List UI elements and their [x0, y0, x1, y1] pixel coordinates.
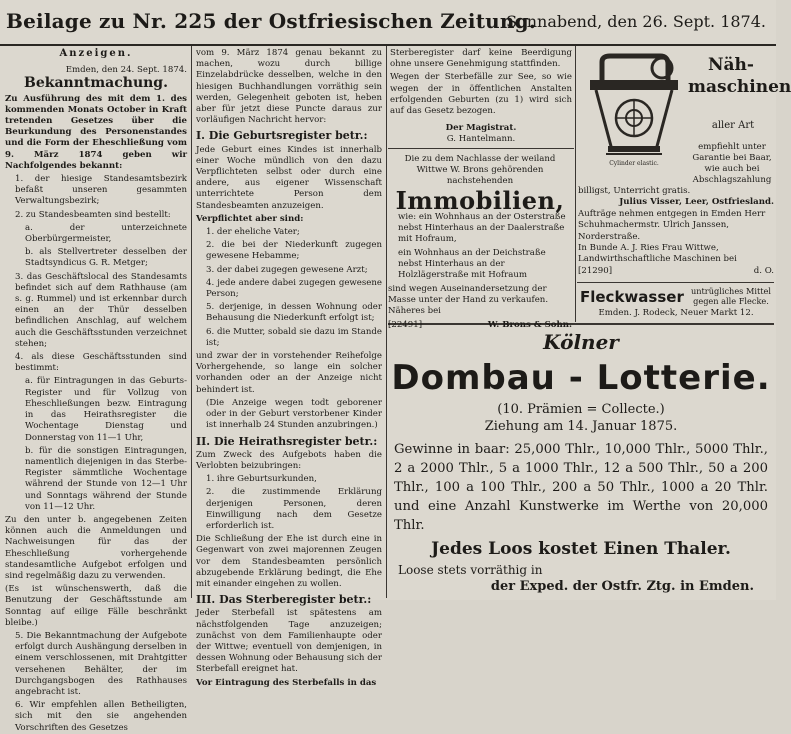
fleckwasser-title: Fleckwasser [580, 288, 684, 306]
announcement-item: 3. das Geschäftslocal des Standesamts befindet sich auf dem Rathhause (am s. g. Rummel) und ist erkennbar durch einen an der Thür desselben befindlichen Anschlag, auf welchem auch die Geschäftsstunden verzeichnet stehen; [15, 271, 187, 349]
lottery-prizes: Gewinne in baar: 25,000 Thlr., 10,000 Thlr., 5000 Thlr., 2 a 2000 Thlr., 5 a 1000 Thlr., 12 a 500 Thlr., 50 a 200 Thlr., 100 a 100 Thlr., 200 a 50 Thlr., 1000 a 20 Thlr. und eine Anzahl Kunstwerke im Werthe von 20,000 Thlr. [394, 442, 768, 533]
announcement-item: 5. Die Bekanntmachung der Aufgebote erfolgt durch Aushängung derselben in einem verschlossenen, mit Drahtgitter versehenen Behälter, der im Durchgangsbogen des Rathhauses angebracht ist. [15, 630, 187, 697]
immobilien-ad [388, 150, 572, 330]
announcement-item: Zu den unter b. angegebenen Zeiten können auch die Anmeldungen und Nachweisungen für das der Eheschließung vorhergehende standesamtliche Aufgebot erfolgen und sind regelmäßig dazu zu verwenden. [5, 514, 187, 581]
immo-item: ein Wohnhaus an der Deichstraße nebst Hinterhaus an der Holzlägerstraße mit Hofraum [398, 248, 546, 280]
column-text: Sterberegister darf keine Beerdigung ohne unsere Genehmigung stattfinden. [390, 48, 572, 70]
announcement-item: 6. Wir empfehlen allen Betheiligten, sich mit den sie angehenden Vorschriften des Gesetzes [15, 700, 187, 733]
signature-magistrat: Der Magistrat. [445, 123, 517, 134]
section-heading: I. Die Geburtsregister betr.: [196, 129, 368, 143]
column-rule [191, 46, 192, 598]
place-date: Emden, den 24. Sept. 1874. [65, 65, 187, 76]
column-text: vom 9. März 1874 genau bekannt zu machen, wozu durch billige Einzelabdrücke desselben, welche in den hiesigen Buchhandlungen vorräthig sein werden, Gelegenheit geboten ist, heben aber für jetzt diese Puncte daraus zur vorläufigen Nachricht hervor: [196, 48, 382, 126]
column-2 [196, 48, 382, 688]
section-heading: III. Das Sterberegister betr.: [196, 593, 372, 607]
sewing-machine-illustration [582, 50, 686, 168]
list-item: 5. derjenige, in dessen Wohnung oder Behausung die Niederkunft erfolgt ist; [206, 302, 382, 324]
lottery-top: Kölner [543, 330, 619, 354]
immo-outro: sind wegen Auseinandersetzung der Masse unter der Hand zu verkaufen. Näheres bei [388, 284, 549, 316]
sewing-description: empfiehlt unter Garantie bei Baar, wie auch bei Abschlagszahlung [692, 142, 772, 185]
announcement-item: b. als Stellvertreter desselben der Stadtsyndicus G. R. Metger; [25, 247, 187, 269]
announcement-intro: Zu Ausführung des mit dem 1. des kommenden Monats October in Kraft tretenden Gesetzes über die Beurkundung des Personenstandes und die Form der Eheschließung vom 9. März 1874 geben wir Nachfolgendes bekannt: [5, 93, 187, 171]
ad-rule [388, 148, 574, 149]
immo-intro: Die zu dem Nachlasse der weiland Wittwe W. Brons gehörenden nachstehenden [404, 154, 556, 186]
list-item: 1. der eheliche Vater; [206, 227, 300, 238]
column-text: Jeder Sterbefall ist spätestens am nächstfolgenden Tage anzuzeigen; zunächst von dem Familienhaupte oder der Wittwe; eventuell von demjenigen, in dessen Wohnung oder Behausung sich der Sterbefall ereignet hat. [196, 608, 382, 675]
sewing-caption: Cylinder elastic. [609, 160, 659, 167]
lottery-title: Dombau - Lotterie. [391, 358, 771, 398]
masthead-date: Sonnabend, den 26. Sept. 1874. [506, 12, 766, 31]
lottery-slogan: Jedes Loos kostet Einen Thaler. [431, 539, 731, 559]
column-text: Jede Geburt eines Kindes ist innerhalb einer Woche mündlich von den dazu Verpflichteten selbst oder durch eine andere, aus eigener Wissenschaft unterrichtete Person dem Standesbeamten anzuzeigen. [196, 144, 382, 211]
masthead [0, 0, 776, 46]
announcement-item: a. für Eintragungen in das Geburts-Register und für Vollzug von Eheschließungen bezw. Eintragung in das Heirathsregister die Wochentage Dienstag und Donnerstag von 11—1 Uhr, [25, 376, 187, 443]
announcement-item: a. der unterzeichnete Oberbürgermeister, [25, 222, 187, 245]
sewing-line: billigst, Unterricht gratis. [578, 186, 691, 196]
ad-rule [577, 282, 774, 283]
lottery-draw: Ziehung am 14. Januar 1875. [484, 419, 678, 434]
list-item: 2. die bei der Niederkunft zugegen gewesene Hebamme; [206, 240, 382, 262]
immo-title: Immobilien, [395, 186, 565, 215]
column-text: Zum Zweck des Aufgebots haben die Verlobten beizubringen: [196, 449, 382, 471]
masthead-title: Beilage zu Nr. 225 der Ostfriesischen Zeitung. [6, 9, 536, 33]
lottery-foot: Loose stets vorräthig in [398, 563, 543, 577]
announcement-item: b. für die sonstigen Eintragungen, namentlich diejenigen in das Sterbe-Register sämmtliche Wochentage während der Stunde von 12—1 Uhr und Sonntags während der Stunde von 11—12 Uhr. [25, 445, 187, 512]
signature-name: G. Hantelmann. [446, 134, 516, 145]
ad-number: [22491] [388, 320, 423, 330]
sewing-machine-ad [578, 48, 791, 280]
column-note: (Die Anzeige wegen todt geborener oder in der Geburt verstorbener Kinder ist innerhalb 24 Stunden anzubringen.) [206, 397, 382, 431]
section-heading: II. Die Heirathsregister betr.: [196, 434, 378, 448]
lottery-ad [388, 326, 774, 598]
announcement-heading: Bekanntmachung. [24, 75, 168, 92]
announcement-item: 1. der hiesige Standesamtsbezirk befaßt unseren gesammten Verwaltungsbezirk; [15, 174, 187, 207]
list-item: 3. der dabei zugegen gewesene Arzt; [206, 264, 368, 275]
fleckwasser-ad [578, 284, 774, 324]
column-text: Vor Eintragung des Sterbefalls in das [196, 677, 377, 688]
column-1 [5, 48, 187, 733]
sewing-title: Näh-maschinen [688, 55, 791, 97]
announcement-item: 2. zu Standesbeamten sind bestellt: [15, 209, 171, 220]
column-text: Verpflichtet aber sind: [196, 213, 304, 224]
column-3 [390, 48, 572, 146]
list-item: 4. jede andere dabei zugegen gewesene Person; [206, 277, 382, 300]
fleckwasser-address: Emden. J. Rodeck, Neuer Markt 12. [598, 308, 754, 318]
lottery-sub: (10. Prämien = Collecte.) [497, 402, 665, 417]
list-item: 2. die zustimmende Erklärung derjenigen Personen, deren Einwilligung nach dem Gesetze erforderlich ist. [206, 487, 382, 531]
sewing-sig: d. O. [753, 265, 774, 276]
announcement-item: 4. als diese Geschäftsstunden sind bestimmt: [15, 352, 187, 374]
immo-signature: W. Brons & Sohn. [487, 320, 572, 330]
sewing-line: In Bunde A. J. Ries Frau Wittwe, Landwirthschaftliche Maschinen bei [578, 243, 737, 265]
list-item: 6. die Mutter, sobald sie dazu im Stande ist; [206, 326, 382, 348]
sewing-subtitle: aller Art [711, 120, 755, 131]
sewing-line: Aufträge nehmen entgegen in Emden Herr Schuhmachermstr. Ulrich Janssen, Norderstraße. [578, 208, 766, 242]
lottery-foot: der Exped. der Ostfr. Ztg. in Emden. [490, 579, 754, 594]
announcement-item: (Es ist wünschenswerth, daß die Benutzung der Geschäftsstunde am Sonntag auf eilige Fälle beschränkt bleibe.) [5, 584, 187, 628]
column-text: und zwar der in vorstehender Reihefolge Vorhergehende, so lange ein solcher vorhanden oder an der Anzeige nicht behindert ist. [196, 351, 382, 395]
ad-number: [21290] [578, 265, 613, 276]
column-rule [386, 46, 387, 598]
column-text: Die Schließung der Ehe ist durch eine in Gegenwart von zwei majorennen Zeugen vor dem Standesbeamten persönlich abzugebende Erklärung bedingt, die Ehe mit einander eingehen zu wollen. [196, 534, 382, 589]
column-text: Wegen der Sterbefälle zur See, so wie wegen der in öffentlichen Anstalten erfolgenden Geburten (zu 1) wird sich auf das Gesetz bezogen. [390, 72, 572, 117]
list-item: 1. ihre Geburtsurkunden, [206, 474, 317, 485]
sewing-details [578, 186, 774, 277]
fleckwasser-desc: untrügliches Mittel gegen alle Flecke. [690, 286, 772, 306]
sewing-seller: Julius Visser, Leer, Ostfriesland. [619, 197, 774, 208]
section-header: Anzeigen. [59, 48, 133, 59]
immo-item: wie: ein Wohnhaus an der Osterstraße nebst Hinterhaus an der Daalerstraße mit Hofraum, [398, 212, 566, 244]
column-rule [575, 46, 576, 322]
